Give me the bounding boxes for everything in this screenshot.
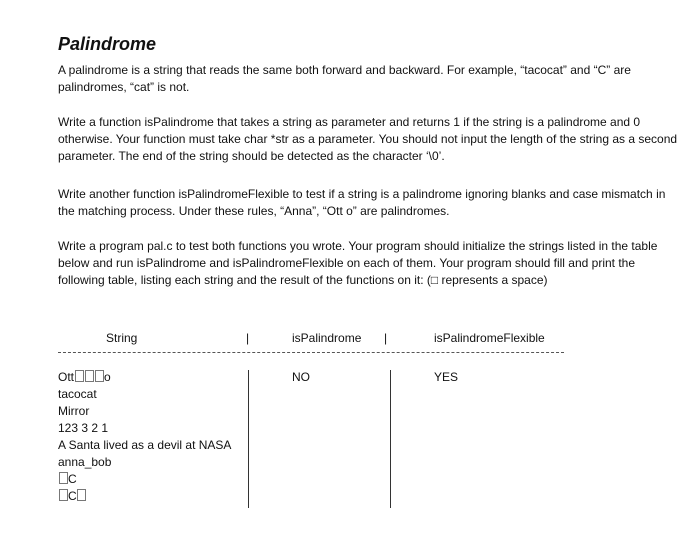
space-box-icon xyxy=(59,489,68,501)
space-box-icon xyxy=(75,370,84,382)
result-ispalindrome: NO xyxy=(292,370,310,384)
table-row-string: A Santa lived as a devil at NASA xyxy=(58,438,232,452)
table-row-string: C xyxy=(58,472,77,486)
space-box-icon xyxy=(77,489,86,501)
table-header-ispalindrome: isPalindrome xyxy=(292,331,362,345)
paragraph-ispalindromeflexible: Write another function isPalindromeFlexible to test if a string is a palindrome ignoring blanks and case mismatch in the matching process. Under these rules, “Anna”, “Ott o” are palindromes. xyxy=(58,187,666,218)
table-row-string: 123 3 2 1 xyxy=(58,421,109,435)
table-row-string: anna_bob xyxy=(58,455,112,469)
table-column-separator xyxy=(390,370,391,508)
table-header-divider xyxy=(58,352,564,353)
table-row-string: C xyxy=(58,489,87,503)
space-box-icon xyxy=(95,370,104,382)
table-row-string: Mirror xyxy=(58,404,90,418)
result-ispalindromeflexible: YES xyxy=(434,370,459,384)
space-box-icon xyxy=(59,472,68,484)
table-header-separator: | xyxy=(384,331,388,345)
table-header-string: String xyxy=(106,331,138,345)
paragraph-ispalindrome: Write a function isPalindrome that takes a string as parameter and returns 1 if the string is a palindrome and 0 otherwise. Your function must take char *str as a parameter. You should not input the length of the string as a second parameter. The end of the string should be detected as the character ‘\0’. xyxy=(58,115,678,163)
space-box-icon xyxy=(85,370,94,382)
table-header-separator: | xyxy=(246,331,250,345)
paragraph-definition: A palindrome is a string that reads the same both forward and backward. For example, “tacocat” and “C” are palindromes, “cat” is not. xyxy=(58,63,631,94)
table-row-string: Ott o xyxy=(58,370,111,384)
table-header-ispalindromeflexible: isPalindromeFlexible xyxy=(434,331,545,345)
table-column-separator xyxy=(248,370,249,508)
page-title: Palindrome xyxy=(58,34,157,54)
table-row-string: tacocat xyxy=(58,387,97,401)
paragraph-program-instructions: Write a program pal.c to test both functions you wrote. Your program should initialize the strings listed in the table below and run isPalindrome and isPalindromeFlexible on each of them. Your program should fill and print the following table, listing each string and the result of the functions on it: (□ represents a space) xyxy=(58,239,658,287)
